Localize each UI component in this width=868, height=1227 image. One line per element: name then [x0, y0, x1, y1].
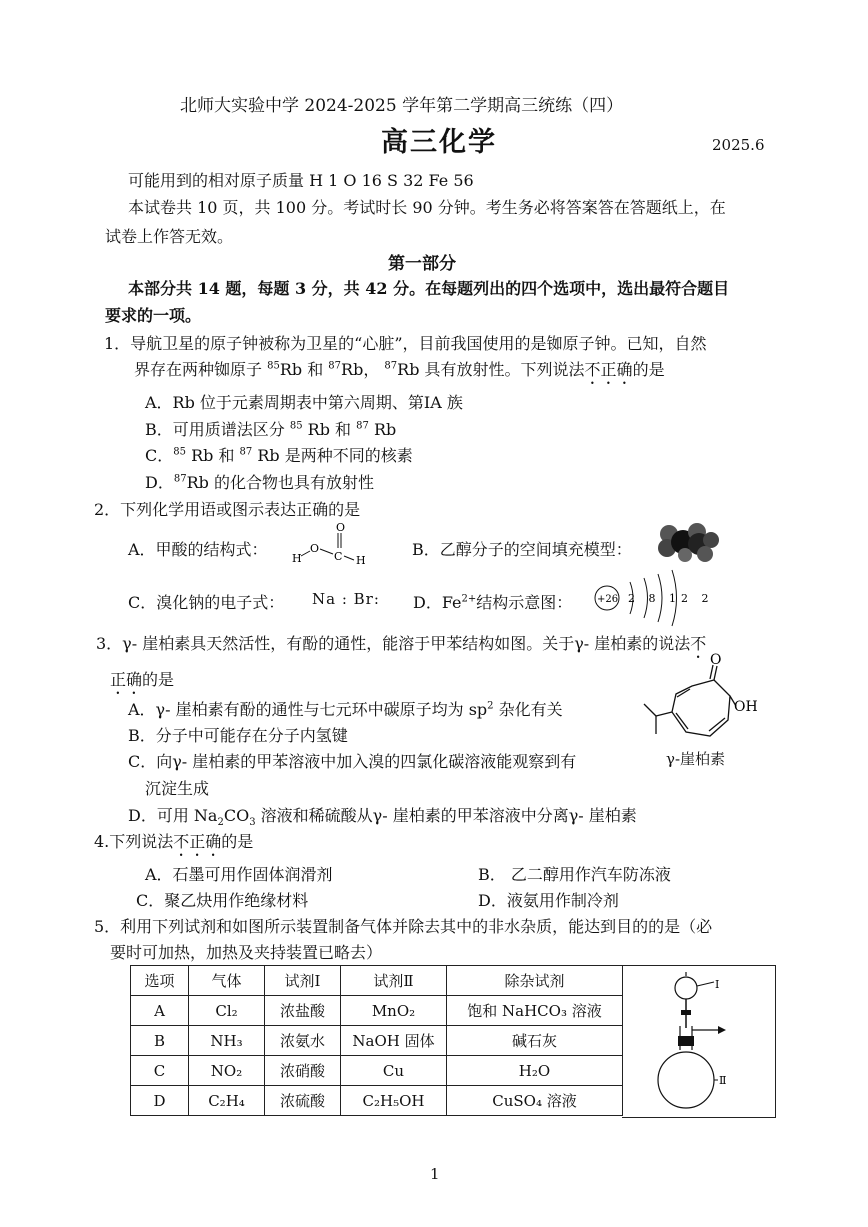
- table-cell: 浓氨水: [265, 1026, 341, 1056]
- header-cell: 试剂Ⅰ: [265, 966, 341, 996]
- nabr-electron-formula: Na : Br:: [312, 590, 380, 608]
- table-cell: 饱和 NaHCO₃ 溶液: [447, 996, 623, 1026]
- q2-option-a: A．甲酸的结构式：: [128, 540, 268, 559]
- subject-title: 高三化学: [381, 127, 497, 158]
- header-cell: 试剂Ⅱ: [341, 966, 447, 996]
- page-number: 1: [430, 1165, 440, 1183]
- table-cell: Cu: [341, 1056, 447, 1086]
- table-cell: H₂O: [447, 1056, 623, 1086]
- formic-c-label: C: [334, 550, 343, 563]
- header-cell: 气体: [189, 966, 265, 996]
- emphasis-not-correct: 不正确: [173, 832, 222, 851]
- formic-h1-label: H: [292, 552, 302, 565]
- emphasis-not-correct: 不正确: [584, 360, 633, 379]
- q3-option-a: A．γ- 崖柏素有酚的通性与七元环中碳原子均为 $sp^2$ 杂化有关: [128, 700, 563, 719]
- formic-o2-label: O: [310, 542, 320, 555]
- notice-line-1: 本试卷共 10 页，共 100 分。考试时长 90 分钟。考生务必将答案答在答题纸上，在: [128, 198, 726, 217]
- header-cell: 选项: [131, 966, 189, 996]
- table-cell: 浓硫酸: [265, 1086, 341, 1116]
- table-cell: 浓硝酸: [265, 1056, 341, 1086]
- table-row: [131, 996, 623, 1026]
- q4-option-d: D．液氨用作制冷剂: [478, 891, 619, 910]
- table-cell: Cl₂: [189, 996, 265, 1026]
- table-row: [131, 1026, 623, 1056]
- atomic-masses: 可能用到的相对原子质量 H 1 O 16 S 32 Fe 56: [128, 171, 474, 190]
- q4-option-a: A．石墨可用作固体润滑剂: [145, 865, 333, 884]
- formic-acid-structure: [288, 518, 368, 568]
- fe2-structure-diagram: [590, 570, 714, 630]
- q3-option-d: D．可用 $Na_2CO_3$ 溶液和稀硫酸从γ- 崖柏素的甲苯溶液中分离γ- 崖柏素: [128, 806, 637, 829]
- table-cell: B: [131, 1026, 189, 1056]
- q5-stem-1: 5．利用下列试剂和如图所示装置制备气体并除去其中的非水杂质，能达到目的的是（必: [94, 917, 713, 936]
- table-cell: C₂H₄: [189, 1086, 265, 1116]
- table-cell: NH₃: [189, 1026, 265, 1056]
- q2-option-c: C．溴化钠的电子式：: [128, 593, 285, 612]
- table-cell: MnO₂: [341, 996, 447, 1026]
- formic-o-label: O: [336, 521, 346, 534]
- emphasis-not: 不: [690, 634, 707, 653]
- q2-stem: 2．下列化学用语或图示表达正确的是: [94, 500, 361, 519]
- apparatus-label-1: Ⅰ: [715, 978, 720, 991]
- table-row: [131, 1056, 623, 1086]
- table-header-row: [131, 966, 623, 996]
- table-cell: NaOH 固体: [341, 1026, 447, 1056]
- q1-stem-1: 1．导航卫星的原子钟被称为卫星的“心脏”，目前我国使用的是铷原子钟。已知，自然: [104, 334, 707, 353]
- q1-option-d: D．$^{87}$Rb 的化合物也具有放射性: [145, 473, 374, 492]
- notice-line-2: 试卷上作答无效。: [105, 227, 234, 246]
- emphasis-correct: 正确: [110, 670, 143, 689]
- q4-option-c: C．聚乙炔用作绝缘材料: [136, 891, 309, 910]
- q5-stem-2: 要时可加热，加热及夹持装置已略去）: [110, 943, 383, 962]
- q1-option-a: A．Rb 位于元素周期表中第六周期、第ⅠA 族: [145, 393, 463, 412]
- q3-option-c-1: C．向γ- 崖柏素的甲苯溶液中加入溴的四氯化碳溶液能观察到有: [128, 752, 577, 771]
- formic-h2-label: H: [356, 554, 366, 567]
- q2-option-b: B．乙醇分子的空间填充模型：: [412, 540, 632, 559]
- table-cell: A: [131, 996, 189, 1026]
- reagent-table: [130, 965, 623, 1116]
- apparatus-label-2: Ⅱ: [719, 1074, 727, 1087]
- q1-stem-2: 界存在两种铷原子 $^{85}$Rb 和 $^{87}$Rb， $^{87}$Rb 具有放射性。下列说法不正确的是: [134, 360, 665, 379]
- structure-caption: γ-崖柏素: [666, 750, 726, 768]
- q3-option-b: B．分子中可能存在分子内氢键: [128, 726, 348, 745]
- table-cell: C: [131, 1056, 189, 1086]
- part-instruction-1: 本部分共 14 题，每题 3 分，共 42 分。在每题列出的四个选项中，选出最符合题目: [128, 279, 730, 298]
- part-title: 第一部分: [388, 254, 456, 274]
- apparatus-frame: [622, 965, 776, 1118]
- table-cell: 浓盐酸: [265, 996, 341, 1026]
- q3-stem-2: 正确的是: [110, 670, 175, 689]
- exam-date: 2025.6: [712, 136, 765, 154]
- q1-option-b: B．可用质谱法区分 $^{85}$ Rb 和 $^{87}$ Rb: [145, 420, 397, 439]
- carbonyl-o-label: O: [710, 652, 722, 668]
- q3-option-c-2: 沉淀生成: [145, 779, 210, 798]
- table-row: [131, 1086, 623, 1116]
- table-cell: CuSO₄ 溶液: [447, 1086, 623, 1116]
- table-cell: NO₂: [189, 1056, 265, 1086]
- table-cell: D: [131, 1086, 189, 1116]
- table-cell: C₂H₅OH: [341, 1086, 447, 1116]
- q2-option-d: D．$Fe^{2+}$结构示意图：: [413, 593, 573, 612]
- part-instruction-2: 要求的一项。: [105, 306, 202, 325]
- shell-electrons: 2 8 12 2: [628, 592, 714, 605]
- q4-option-b: B． 乙二醇用作汽车防冻液: [478, 865, 671, 884]
- nucleus-charge: +26: [597, 594, 619, 605]
- ethanol-space-filling-model: [655, 520, 721, 562]
- q4-stem: 4.下列说法不正确的是: [94, 832, 254, 851]
- hydroxyl-label: OH: [734, 699, 758, 715]
- q1-option-c: C．$^{85}$ Rb 和 $^{87}$ Rb 是两种不同的核素: [145, 446, 413, 465]
- table-cell: 碱石灰: [447, 1026, 623, 1056]
- gas-apparatus-diagram: [622, 966, 775, 1117]
- header-cell: 除杂试剂: [447, 966, 623, 996]
- school-title: 北师大实验中学 2024-2025 学年第二学期高三统练（四）: [180, 96, 624, 116]
- q3-stem-1: 3．γ- 崖柏素具天然活性，有酚的通性，能溶于甲苯结构如图。关于γ- 崖柏素的说法不: [96, 634, 707, 653]
